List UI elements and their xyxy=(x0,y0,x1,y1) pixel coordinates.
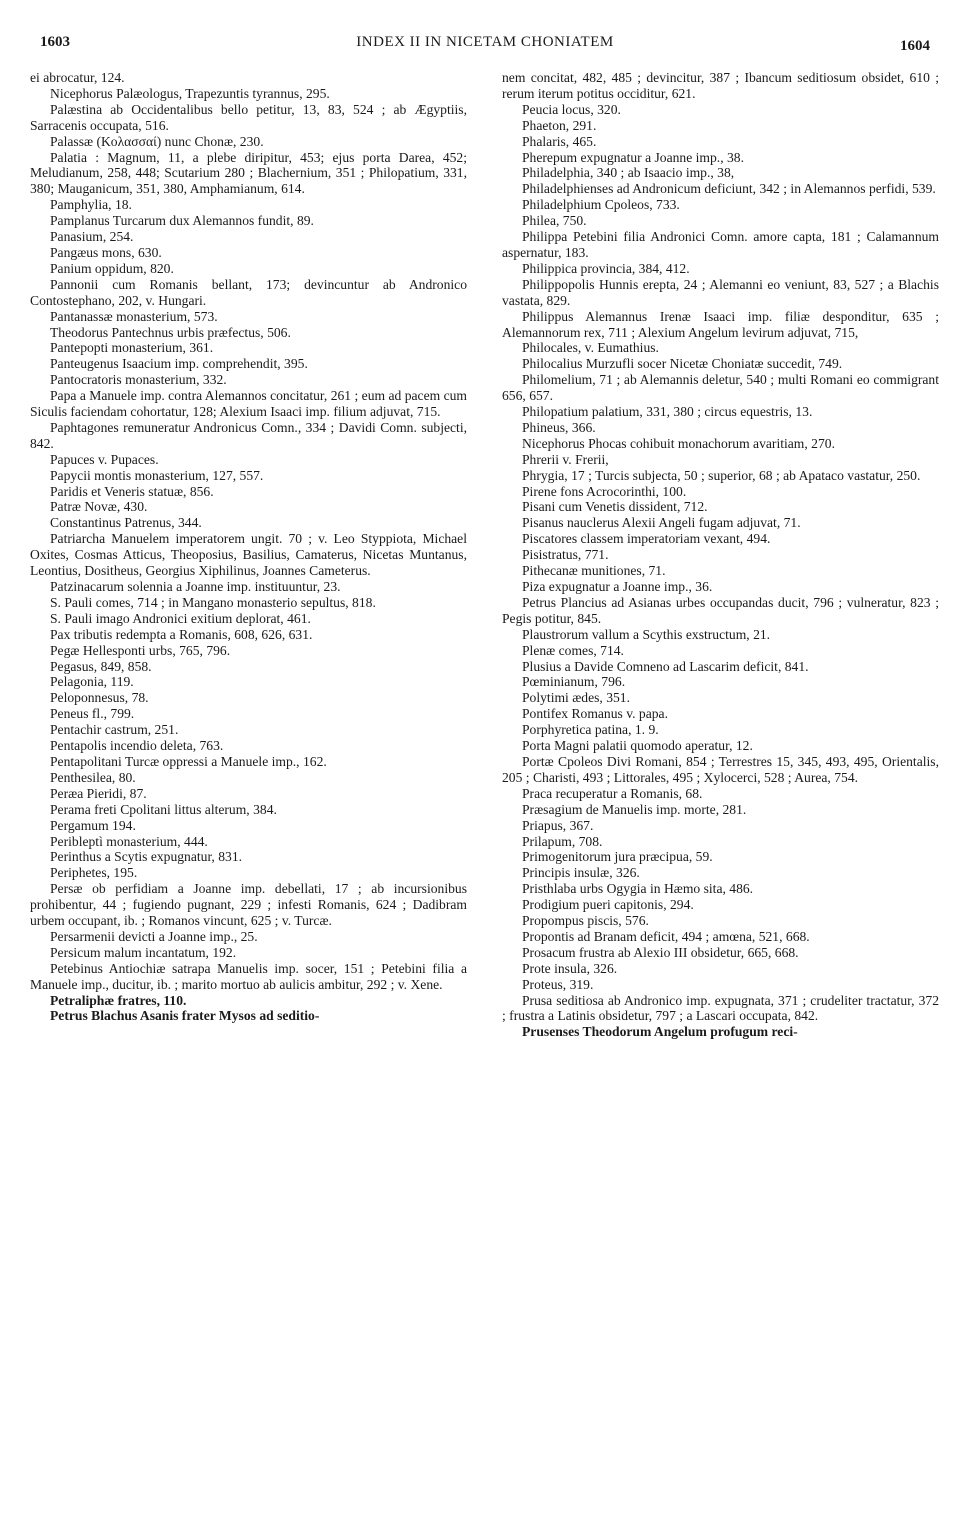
index-entry: Propontis ad Branam deficit, 494 ; amœna, 521, 668. xyxy=(522,928,810,944)
index-entry: Plenæ comes, 714. xyxy=(522,642,624,658)
index-entry: Penthesilea, 80. xyxy=(50,769,136,785)
index-entry: Nicephorus Palæologus, Trapezuntis tyrannus, 295. xyxy=(50,85,330,101)
page-number-right: 1604 xyxy=(900,38,930,54)
index-entry: Philippus Alemannus Irenæ Isaaci imp. filiæ desponditur, 635 ; Alemannorum rex, 711 ; Alexium Angelum levirum adjuvat, 715, xyxy=(502,308,939,340)
index-entry: Papycii montis monasterium, 127, 557. xyxy=(50,467,264,483)
index-entry: Pisistratus, 771. xyxy=(522,547,609,563)
index-entry: Peræa Pieridi, 87. xyxy=(50,785,147,801)
index-entry: nem concitat, 482, 485 ; devincitur, 387 ; Ibancum seditiosum obsidet, 610 ; rerum iterum potitus occiditur, 621. xyxy=(502,70,939,101)
index-entry: Principis insulæ, 326. xyxy=(522,865,640,881)
index-entry: Panasium, 254. xyxy=(50,229,134,245)
index-entry: Philomelium, 71 ; ab Alemannis deletur, 540 ; multi Romani eo commigrant 656, 657. xyxy=(502,372,939,404)
index-entry: Primogenitorum jura præcipua, 59. xyxy=(522,849,713,865)
index-entry: Pantanassæ monasterium, 573. xyxy=(50,308,218,324)
index-entry: Piscatores classem imperatoriam vexant, 494. xyxy=(522,531,771,547)
index-entry: Papa a Manuele imp. contra Alemannos concitatur, 261 ; eum ad pacem cum Siculis faciendam cohortatur, 128; Alexium Isaaci imp. filium adjuvat, 715. xyxy=(30,388,467,420)
index-entry: Peneus fl., 799. xyxy=(50,706,135,722)
index-entry: Peribleptì monasterium, 444. xyxy=(50,833,208,849)
index-entry: Pisanus nauclerus Alexii Angeli fugam adjuvat, 71. xyxy=(522,515,801,531)
index-entry: Philocales, v. Eumathius. xyxy=(522,340,659,356)
index-entry: Periphetes, 195. xyxy=(50,865,138,881)
index-entry: Palæstina ab Occidentalibus bello petitur, 13, 83, 524 ; ab Ægyptiis, Sarracenis occupata, 516. xyxy=(30,101,467,133)
index-entry: Peucia locus, 320. xyxy=(522,101,621,117)
index-entry: Patræ Novæ, 430. xyxy=(50,499,148,515)
index-entry: Pantocratoris monasterium, 332. xyxy=(50,372,227,388)
index-entry: Peloponnesus, 78. xyxy=(50,690,149,706)
index-entry: Philocalius Murzufli socer Nicetæ Choniatæ succedit, 749. xyxy=(522,356,843,372)
index-entry: Pantepopti monasterium, 361. xyxy=(50,340,214,356)
index-entry: Prilapum, 708. xyxy=(522,833,603,849)
index-entry: Panteugenus Isaacium imp. comprehendit, 395. xyxy=(50,356,308,372)
index-entry: Phalaris, 465. xyxy=(522,133,597,149)
index-column-left xyxy=(30,70,467,1532)
index-entry: Paridis et Veneris statuæ, 856. xyxy=(50,483,214,499)
index-entry: Panium oppidum, 820. xyxy=(50,260,174,276)
index-column-right xyxy=(502,70,939,1532)
index-entry: Patriarcha Manuelem imperatorem ungit. 70 ; v. Leo Styppiota, Michael Oxites, Cosmas Atticus, Theoposius, Basilius, Camaterus, Nicetas Muntanus, Leontius, Dositheus, Georgius Xiphilinus, Joannes Cameterus. xyxy=(30,531,467,579)
index-entry: Pœminianum, 796. xyxy=(522,674,626,690)
index-entry: Porphyretica patina, 1. 9. xyxy=(522,722,659,738)
index-entry: Constantinus Patrenus, 344. xyxy=(50,515,202,531)
index-entry: Philadelphia, 340 ; ab Isaacio imp., 38, xyxy=(522,165,735,181)
index-entry: Pamphylia, 18. xyxy=(50,197,132,213)
index-entry: Pamplanus Turcarum dux Alemannos fundit, 89. xyxy=(50,213,314,229)
page-number-left: 1603 xyxy=(40,34,70,50)
index-entry: Pentapolis incendio deleta, 763. xyxy=(50,738,224,754)
index-entry: Pontifex Romanus v. papa. xyxy=(522,706,668,722)
index-entry: Pherepum expugnatur a Joanne imp., 38. xyxy=(522,149,744,165)
index-entry: Portæ Cpoleos Divi Romani, 854 ; Terrestres 15, 345, 493, 495, Orientalis, 205 ; Charisti, 493 ; Littorales, 495 ; Xylocerci, 528 ; Aurea, 754. xyxy=(502,753,939,785)
index-entry: S. Pauli comes, 714 ; in Mangano monasterio sepultus, 818. xyxy=(50,594,376,610)
index-entry: Perinthus a Scytis expugnatur, 831. xyxy=(50,849,243,865)
index-entry: Præsagium de Manuelis imp. morte, 281. xyxy=(522,801,747,817)
index-entry: Palassæ (Κολασσαί) nunc Chonæ, 230. xyxy=(50,133,264,149)
index-entry: S. Pauli imago Andronici exitium deplorat, 461. xyxy=(50,610,311,626)
index-entry: Phaeton, 291. xyxy=(522,117,597,133)
index-entry: Palatia : Magnum, 11, a plebe diripitur, 453; ejus porta Darea, 452; Meludianum, 258, 448; Scutarium 280 ; Blachernium, 351 ; Philopatium, 331, 380; Mauganicum, 351, 380, Amphamianum, 614. xyxy=(30,149,467,197)
index-entry: Philippa Petebini filia Andronici Comn. amore capta, 181 ; Calamannum aspernatur, 183. xyxy=(502,229,939,260)
index-entry: Phrygia, 17 ; Turcis subjecta, 50 ; superior, 68 ; ab Apataco vastatur, 250. xyxy=(522,467,921,483)
index-entry: Paphtagones remuneratur Andronicus Comn., 334 ; Davidi Comn. subjecti, 842. xyxy=(30,419,467,451)
index-entry: Philippopolis Hunnis erepta, 24 ; Alemanni eo veniunt, 83, 527 ; a Blachis vastata, 829. xyxy=(502,276,939,308)
index-entry: Pisani cum Venetis dissident, 712. xyxy=(522,499,708,515)
index-entry: Phrerii v. Frerii, xyxy=(522,451,609,467)
index-entry: Perama freti Cpolitani littus alterum, 384. xyxy=(50,801,277,817)
index-entry: Pegasus, 849, 858. xyxy=(50,658,152,674)
index-entry: Pergamum 194. xyxy=(50,817,136,833)
index-entry: Prusenses Theodorum Angelum profugum reci- xyxy=(522,1024,798,1040)
index-entry: Pentachir castrum, 251. xyxy=(50,722,179,738)
index-entry: Prote insula, 326. xyxy=(522,960,618,976)
index-entry: Praca recuperatur a Romanis, 68. xyxy=(522,785,703,801)
index-entry: Prusa seditiosa ab Andronico imp. expugnata, 371 ; crudeliter tractatur, 372 ; frustra a Latinis obsidetur, 797 ; a Lascari occupata, 842. xyxy=(502,992,939,1024)
index-entry: ei abrocatur, 124. xyxy=(30,70,125,85)
index-entry: Patzinacarum solennia a Joanne imp. instituuntur, 23. xyxy=(50,579,341,594)
index-entry: Philippica provincia, 384, 412. xyxy=(522,260,690,276)
index-entry: Pannonii cum Romanis bellant, 173; devincuntur ab Andronico Contostephano, 202, v. Hungari. xyxy=(30,276,467,308)
index-entry: Theodorus Pantechnus urbis præfectus, 506. xyxy=(50,324,291,340)
index-entry: Petraliphæ fratres, 110. xyxy=(50,992,187,1008)
running-title: INDEX II IN NICETAM CHONIATEM xyxy=(356,34,614,50)
index-entry: Persarmenii devicti a Joanne imp., 25. xyxy=(50,928,258,944)
index-entry: Prosacum frustra ab Alexio III obsidetur, 665, 668. xyxy=(522,944,799,960)
index-entry: Pentapolitani Turcæ oppressi a Manuele imp., 162. xyxy=(50,753,327,769)
index-entry: Philopatium palatium, 331, 380 ; circus equestris, 13. xyxy=(522,404,813,420)
index-entry: Pithecanæ munitiones, 71. xyxy=(522,563,666,579)
index-entry: Polytimi ædes, 351. xyxy=(522,690,631,706)
index-entry: Nicephorus Phocas cohibuit monachorum avaritiam, 270. xyxy=(522,435,835,451)
index-entry: Pegæ Hellesponti urbs, 765, 796. xyxy=(50,642,231,658)
index-entry: Priapus, 367. xyxy=(522,817,594,833)
page-header xyxy=(40,30,930,60)
index-entry: Pelagonia, 119. xyxy=(50,674,134,690)
index-entry: Persæ ob perfidiam a Joanne imp. debellati, 17 ; ab incursionibus prohibentur, 44 ; fugiendo pugnant, 229 ; infesti Romanis, 624 ; Dadibram urbem occupant, ib. ; Romanos vincunt, 625 ; v. Turcæ. xyxy=(30,881,467,929)
index-entry: Petrus Plancius ad Asianas urbes occupandas ducit, 796 ; vulneratur, 823 ; Pegis potitur, 845. xyxy=(502,594,939,626)
index-entry: Philadelphium Cpoleos, 733. xyxy=(522,197,680,213)
index-entry: Persicum malum incantatum, 192. xyxy=(50,944,237,960)
index-entry: Plaustrorum vallum a Scythis exstructum, 21. xyxy=(522,626,771,642)
index-entry: Petrus Blachus Asanis frater Mysos ad seditio- xyxy=(50,1008,320,1024)
index-entry: Propompus piscis, 576. xyxy=(522,913,649,929)
index-entry: Philea, 750. xyxy=(522,213,587,229)
index-entry: Pirene fons Acrocorinthi, 100. xyxy=(522,483,687,499)
index-entry: Pax tributis redempta a Romanis, 608, 626, 631. xyxy=(50,626,313,642)
index-entry: Pristhlaba urbs Ogygia in Hæmo sita, 486. xyxy=(522,881,754,897)
index-entry: Petebinus Antiochiæ satrapa Manuelis imp. socer, 151 ; Petebini filia a Manuele imp., ducitur, ib. ; marito mortuo ab aulicis ambitur, 292 ; v. Xene. xyxy=(30,960,467,992)
index-entry: Papuces v. Pupaces. xyxy=(50,451,159,467)
index-entry: Pangæus mons, 630. xyxy=(50,244,162,260)
index-entry: Philadelphienses ad Andronicum deficiunt, 342 ; in Alemannos perfidi, 539. xyxy=(522,181,936,197)
index-entry: Prodigium pueri capitonis, 294. xyxy=(522,897,694,913)
index-entry: Porta Magni palatii quomodo aperatur, 12. xyxy=(522,738,753,754)
index-entry: Piza expugnatur a Joanne imp., 36. xyxy=(522,579,713,594)
index-entry: Phineus, 366. xyxy=(522,419,596,435)
index-entry: Plusius a Davide Comneno ad Lascarim deficit, 841. xyxy=(522,658,809,674)
index-entry: Proteus, 319. xyxy=(522,976,594,992)
